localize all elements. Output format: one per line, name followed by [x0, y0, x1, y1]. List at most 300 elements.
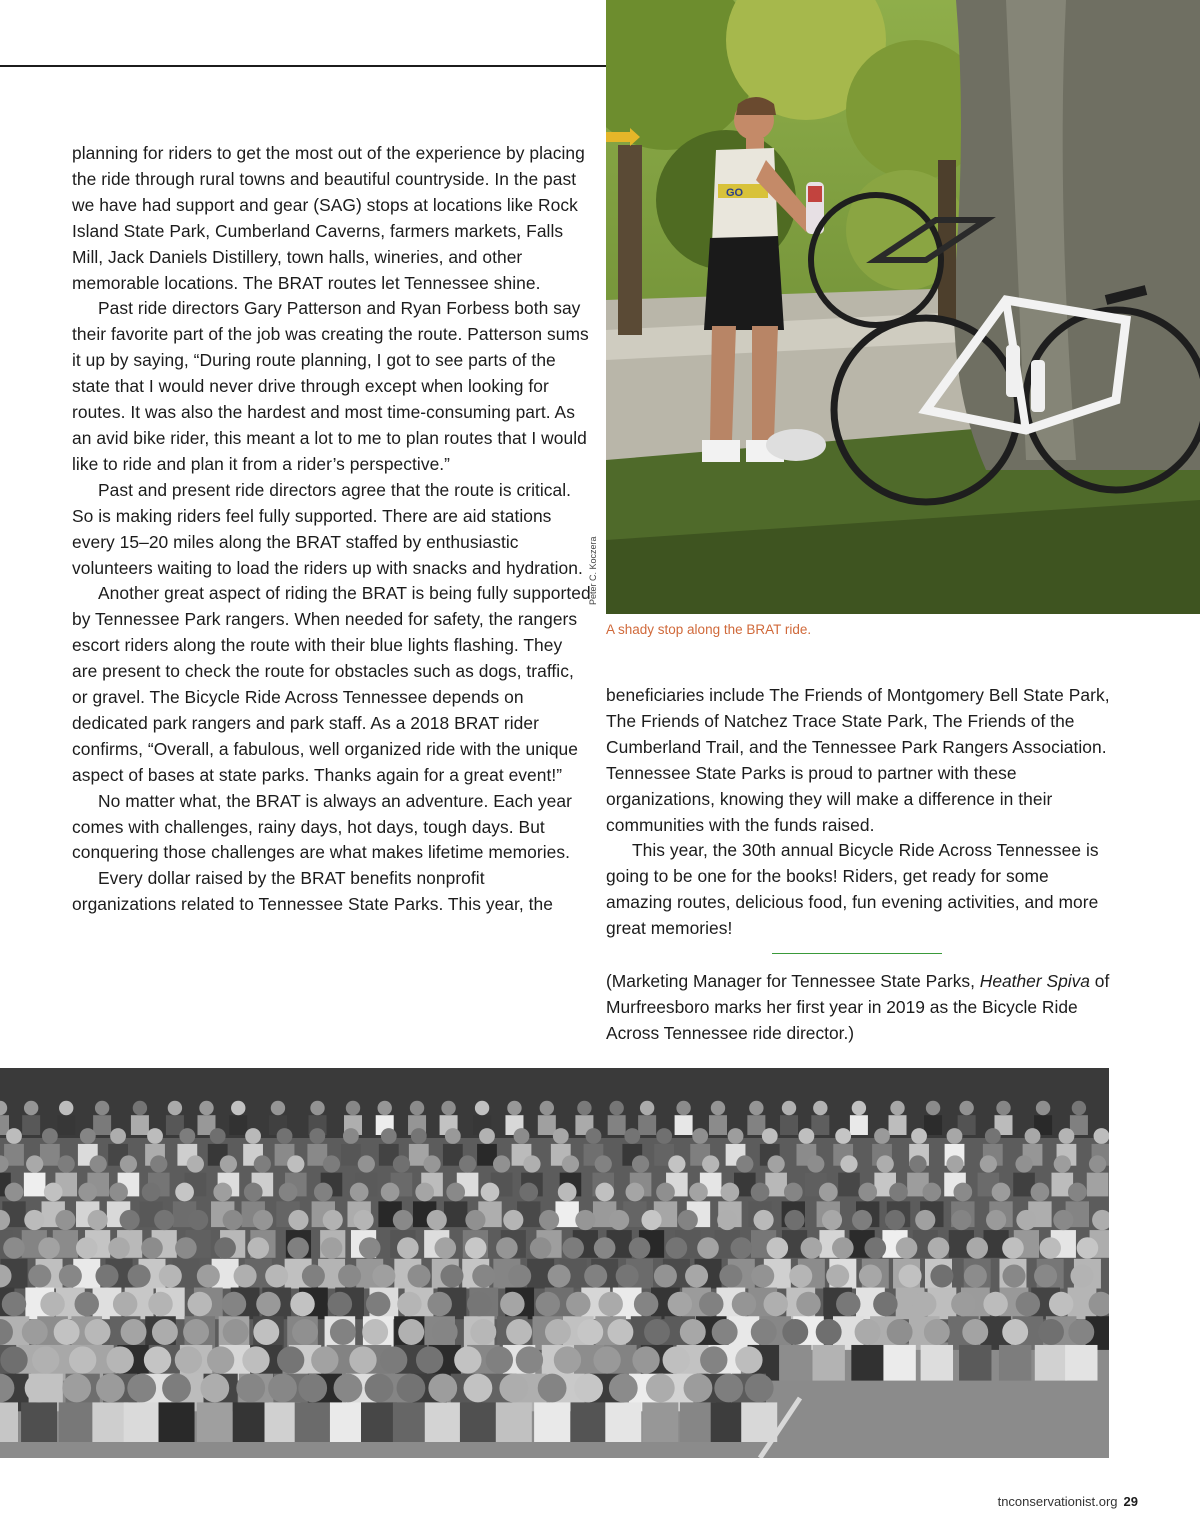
crowd-person-head [253, 1319, 279, 1345]
crowd-person-head [826, 1264, 849, 1287]
crowd-person-head [575, 1210, 595, 1230]
crowd-person-body [999, 1345, 1031, 1381]
crowd-person-head [154, 1210, 174, 1230]
crowd-person-head [751, 1264, 774, 1287]
crowd-person-head [594, 1237, 616, 1259]
crowd-person-head [789, 1264, 812, 1287]
crowd-person-body [93, 1115, 111, 1135]
crowd-person-head [607, 1319, 633, 1345]
crowd-person-head [188, 1292, 212, 1316]
crowd-person-head [519, 1183, 538, 1202]
crowd-person-head [702, 1155, 719, 1172]
crowd-person-head [1054, 1155, 1071, 1172]
crowd-person-head [398, 1319, 424, 1345]
crowd-person-head [553, 1128, 569, 1144]
crowd-person-body [838, 1173, 860, 1197]
crowd-person-head [926, 1101, 940, 1115]
crowd-person-head [6, 1128, 22, 1144]
crowd-person-head [459, 1155, 476, 1172]
crowd-person-head [912, 1292, 936, 1316]
crowd-person-body [1087, 1173, 1109, 1197]
crowd-person-head [69, 1346, 96, 1373]
crowd-person-body [851, 1345, 883, 1381]
crowd-person-body [605, 1402, 641, 1442]
crowd-person-head [684, 1374, 713, 1403]
crowd-person-body [883, 1345, 915, 1381]
page-number: 29 [1123, 1494, 1138, 1509]
crowd-person-body [24, 1173, 46, 1197]
crowd-person-head [120, 1210, 140, 1230]
crowd-person-head [95, 1101, 109, 1115]
crowd-person-head [80, 1128, 96, 1144]
paragraph: This year, the 30th annual Bicycle Ride Across Tennessee is going to be one for the books! Riders, get ready for some amazing routes, delicious food, fun evening activities, and more great memories! [606, 840, 1099, 939]
crowd-person-head [859, 1264, 882, 1287]
crowd-person-head [1049, 1292, 1073, 1316]
crowd-person-head [595, 1155, 612, 1172]
crowd-person-head [798, 1128, 814, 1144]
crowd-person-head [434, 1237, 456, 1259]
crowd-person-head [372, 1264, 395, 1287]
crowd-person-head [142, 1183, 161, 1202]
crowd-person-head [2, 1292, 26, 1316]
crowd-person-head [397, 1237, 419, 1259]
crowd-person-head [279, 1183, 298, 1202]
crowd-person-head [953, 1183, 972, 1202]
crowd-person-head [75, 1292, 99, 1316]
crowd-person-head [692, 1128, 708, 1144]
crowd-person-head [454, 1346, 481, 1373]
crowd-person-head [558, 1183, 577, 1202]
crowd-person-head [680, 1319, 706, 1345]
crowd-person-head [88, 1210, 108, 1230]
crowd-person-head [42, 1128, 58, 1144]
crowd-person-head [730, 1237, 752, 1259]
crowd-person-head [152, 1319, 178, 1345]
crowd-person-head [836, 1292, 860, 1316]
crowd-person-head [624, 1128, 640, 1144]
crowd-person-head [609, 1101, 623, 1115]
crowd-person-body [1035, 1345, 1067, 1381]
crowd-person-head [877, 1155, 894, 1172]
crowd-person-body [741, 1402, 777, 1442]
crowd-person-body [571, 1402, 607, 1442]
crowd-person-head [108, 1237, 130, 1259]
crowd-person-head [214, 1237, 236, 1259]
crowd-person-head [298, 1374, 327, 1403]
crowd-person-head [711, 1101, 725, 1115]
crowd-person-head [465, 1210, 485, 1230]
crowd-person-head [121, 1319, 147, 1345]
paragraph: Past and present ride directors agree that the route is critical. So is making riders feel fully supported. There are aid stations every 15–20 miles along the BRAT staffed by enthusiastic volunteers waiting to load the riders up with snacks and hydration. [72, 479, 583, 578]
crowd-person-head [947, 1128, 963, 1144]
crowd-person-head [1015, 1155, 1032, 1172]
crowd-person-head [626, 1183, 645, 1202]
crowd-person-head [899, 1264, 922, 1287]
crowd-person-head [287, 1237, 309, 1259]
crowd-person-head [254, 1155, 271, 1172]
crowd-person-head [141, 1237, 163, 1259]
crowd-person-head [159, 1264, 182, 1287]
crowd-person-head [885, 1210, 905, 1230]
footer-site: tnconservationist.org [997, 1494, 1118, 1509]
crowd-person-head [38, 1237, 60, 1259]
crowd-person-body [538, 1115, 556, 1135]
crowd-person-head [784, 1183, 803, 1202]
crowd-person-head [148, 1292, 172, 1316]
crowd-person-head [980, 1155, 997, 1172]
crowd-person-body [534, 1402, 570, 1442]
crowd-person-head [1031, 1183, 1050, 1202]
crowd-person-body [747, 1115, 765, 1135]
crowd-person-head [109, 1183, 128, 1202]
crowd-person-body [780, 1115, 798, 1135]
crowd-person-head [644, 1319, 670, 1345]
crowd-person-head [962, 1319, 988, 1345]
crowd-person-head [751, 1183, 770, 1202]
crowd-person-head [782, 1101, 796, 1115]
crowd-person-head [924, 1319, 950, 1345]
crowd-person-head [852, 1101, 866, 1115]
crowd-person-head [865, 1237, 887, 1259]
crowd-person-head [423, 1155, 440, 1172]
crowd-person-head [350, 1183, 369, 1202]
crowd-person-body [608, 1115, 626, 1135]
crowd-person-head [428, 1374, 457, 1403]
shirt-text: GO [726, 187, 744, 199]
crowd-person-head [951, 1292, 975, 1316]
crowd-person-head [514, 1128, 530, 1144]
crowd-person-head [343, 1128, 359, 1144]
crowd-person-head [330, 1319, 356, 1345]
crowd-person-head [852, 1210, 872, 1230]
crowd-person-head [44, 1183, 63, 1202]
crowd-person-body [555, 1201, 578, 1227]
page-footer [998, 1494, 1138, 1509]
crowd-person-head [946, 1155, 963, 1172]
crowd-person-head [499, 1374, 528, 1403]
crowd-person-head [147, 1128, 163, 1144]
crowd-person-head [732, 1292, 756, 1316]
crowd-person-head [113, 1292, 137, 1316]
crowd-person-head [427, 1292, 451, 1316]
crowd-person-head [1038, 1319, 1064, 1345]
crowd-person-head [676, 1101, 690, 1115]
crowd-person-head [411, 1128, 427, 1144]
article-right-column [606, 683, 1116, 942]
crowd-person-body [850, 1115, 868, 1135]
crowd-person-head [311, 1346, 338, 1373]
crowd-person-body [229, 1115, 247, 1135]
crowd-person-head [767, 1237, 789, 1259]
crowd-person-head [890, 1101, 904, 1115]
crowd-person-head [365, 1374, 394, 1403]
crowd-person-head [1039, 1237, 1061, 1259]
crowd-person-head [656, 1128, 672, 1144]
crowd-person-head [909, 1155, 926, 1172]
crowd-person-head [545, 1319, 571, 1345]
crowd-person-head [446, 1183, 465, 1202]
crowd-person-head [314, 1183, 333, 1202]
crowd-person-head [506, 1319, 532, 1345]
crowd-person-head [445, 1128, 461, 1144]
crowd-person-head [911, 1128, 927, 1144]
crowd-person-body [924, 1115, 942, 1135]
crowd-person-body [57, 1115, 75, 1135]
crowd-person-head [24, 1210, 44, 1230]
crowd-person-head [432, 1319, 458, 1345]
crowd-person-head [168, 1101, 182, 1115]
crowd-person-head [985, 1128, 1001, 1144]
crowd-person-head [562, 1155, 579, 1172]
crowd-person-head [719, 1264, 742, 1287]
crowd-person-head [536, 1292, 560, 1316]
crowd-person-head [717, 1210, 737, 1230]
crowd-person-head [440, 1264, 463, 1287]
crowd-person-head [110, 1128, 126, 1144]
crowd-person-head [334, 1374, 363, 1403]
crowd-person-head [25, 1374, 54, 1403]
crowd-person-head [290, 1292, 314, 1316]
crowd-person-head [816, 1319, 842, 1345]
crowd-person-head [397, 1292, 421, 1316]
crowd-person-head [964, 1264, 987, 1287]
crowd-person-head [464, 1374, 493, 1403]
crowd-person-head [840, 1155, 857, 1172]
crowd-person-head [22, 1319, 48, 1345]
crowd-person-head [1002, 1237, 1024, 1259]
crowd-person-head [764, 1292, 788, 1316]
crowd-person-head [539, 1210, 559, 1230]
crowd-person-head [234, 1264, 257, 1287]
crowd-person-body [1065, 1345, 1097, 1381]
crowd-person-head [207, 1346, 234, 1373]
crowd-person-body [233, 1402, 269, 1442]
crowd-person-body [59, 1402, 95, 1442]
crowd-person-body [361, 1402, 397, 1442]
crowd-person-body [330, 1402, 366, 1442]
crowd-person-head [678, 1210, 698, 1230]
crowd-person-head [366, 1292, 390, 1316]
crowd-person-head [634, 1292, 658, 1316]
crowd-person-body [341, 1144, 361, 1166]
crowd-person-head [855, 1319, 881, 1345]
crowd-person-head [685, 1264, 708, 1287]
crowd-person-head [323, 1155, 340, 1172]
crowd-person-head [5, 1183, 24, 1202]
author-name: Heather Spiva [979, 971, 1090, 991]
crowd-person-head [801, 1237, 823, 1259]
paragraph: planning for riders to get the most out of the experience by placing the ride through rural towns and beautiful countryside. In the past we have had support and gear (SAG) stops at locations like Rock Island State Park, Cumberland Caverns, farmers markets, Falls Mill, Jack Daniels Distillery, town halls, wineries, and other memorable locations. The BRAT routes let Tennessee shine. [72, 143, 585, 293]
crowd-person-head [416, 1346, 443, 1373]
crowd-person-body [444, 1201, 467, 1227]
crowd-person-head [338, 1264, 361, 1287]
crowd-person-head [1094, 1128, 1109, 1144]
crowd-person-head [76, 1237, 98, 1259]
crowd-person-body [197, 1402, 233, 1442]
crowd-person-head [992, 1183, 1011, 1202]
crowd-person-head [1002, 1264, 1025, 1287]
crowd-person-head [966, 1237, 988, 1259]
crowd-person-head [595, 1183, 614, 1202]
crowd-person-body [124, 1402, 160, 1442]
crowd-person-head [874, 1128, 890, 1144]
crowd-person-body [131, 1115, 149, 1135]
crowd-person-head [277, 1346, 304, 1373]
crowd-person-head [832, 1237, 854, 1259]
author-bio [606, 969, 1116, 1047]
crowd-person-head [188, 1210, 208, 1230]
crowd-person-head [983, 1292, 1007, 1316]
paragraph: No matter what, the BRAT is always an adventure. Each year comes with challenges, rainy days, hot days, tough days. But conquering those challenges are what makes lifetime memories. [72, 790, 572, 863]
crowd-person-head [54, 1319, 80, 1345]
crowd-person-head [584, 1264, 607, 1287]
photo-caption: A shady stop along the BRAT ride. [606, 622, 812, 637]
crowd-person-head [199, 1101, 213, 1115]
crowd-person-head [1036, 1101, 1050, 1115]
crowd-person-head [507, 1101, 521, 1115]
crowd-person-head [819, 1183, 838, 1202]
crowd-person-head [162, 1374, 191, 1403]
crowd-person-head [767, 1155, 784, 1172]
crowd-person-head [393, 1155, 410, 1172]
crowd-person-head [996, 1101, 1010, 1115]
crowd-person-head [668, 1155, 685, 1172]
crowd-person-head [408, 1264, 431, 1287]
bio-text: (Marketing Manager for Tennessee State Parks, [606, 971, 980, 991]
crowd-person-head [540, 1101, 554, 1115]
crowd-person-head [380, 1346, 407, 1373]
crowd-person-head [415, 1183, 434, 1202]
crowd-person-head [609, 1374, 638, 1403]
crowd-person-head [481, 1183, 500, 1202]
crowd-person-head [175, 1237, 197, 1259]
crowd-person-head [26, 1155, 43, 1172]
crowd-person-head [32, 1346, 59, 1373]
crowd-person-head [58, 1155, 75, 1172]
crowd-person-head [728, 1128, 744, 1144]
crowd-person-head [640, 1101, 654, 1115]
crowd-person-head [586, 1128, 602, 1144]
paragraph: Another great aspect of riding the BRAT is being fully supported by Tennessee Park rangers. When needed for safety, the rangers escort riders along the route with their blue lights flashing. They are present to check the route for obstacles such as dogs, traffic, or gravel. The Bicycle Ride Across Tennessee depends on dedicated park rangers and park staff. As a 2018 BRAT rider confirms, “Overall, a fabulous, well organized ride with the unique aspect of bases at state parks. Thanks again for a great event!” [72, 583, 591, 785]
crowd-person-head [467, 1292, 491, 1316]
crowd-person-body [21, 1402, 57, 1442]
crowd-person-head [349, 1346, 376, 1373]
cyclist-photo-illustration [606, 0, 1200, 614]
crowd-person-head [835, 1128, 851, 1144]
cyclist-photo [606, 0, 1200, 614]
crowd-person-head [822, 1210, 842, 1230]
crowd-person-head [735, 1346, 762, 1373]
top-rule [0, 65, 606, 67]
crowd-person-head [133, 1101, 147, 1115]
crowd-person-head [393, 1210, 413, 1230]
crowd-person-head [496, 1237, 518, 1259]
crowd-person-head [1034, 1264, 1057, 1287]
crowd-person-body [889, 1115, 907, 1135]
crowd-person-head [28, 1264, 51, 1287]
section-divider [772, 953, 942, 954]
crowd-person-head [714, 1374, 743, 1403]
crowd-person-head [236, 1374, 265, 1403]
crowd-person-head [807, 1155, 824, 1172]
crowd-person-head [353, 1210, 373, 1230]
crowd-person-head [896, 1237, 918, 1259]
crowd-person-head [782, 1319, 808, 1345]
crowd-person-head [0, 1346, 27, 1373]
crowd-person-head [656, 1183, 675, 1202]
crowd-person-head [242, 1346, 269, 1373]
crowd-person-head [530, 1237, 552, 1259]
photo-credit: Peter C. Koczera [588, 536, 598, 605]
crowd-person-head [210, 1128, 226, 1144]
crowd-person-head [200, 1374, 229, 1403]
crowd-person-head [321, 1237, 343, 1259]
crowd-person-head [90, 1155, 107, 1172]
crowd-person-head [96, 1374, 125, 1403]
crowd-person-head [986, 1210, 1006, 1230]
crowd-person-head [654, 1264, 677, 1287]
crowd-person-body [393, 1402, 429, 1442]
crowd-person-head [736, 1155, 753, 1172]
crowd-person-head [222, 1292, 246, 1316]
crowd-person-head [629, 1237, 651, 1259]
crowd-person-head [745, 1374, 774, 1403]
crowd-person-head [245, 1128, 261, 1144]
crowd-person-head [697, 1237, 719, 1259]
crowd-person-body [675, 1115, 693, 1135]
crowd-person-body [680, 1402, 716, 1442]
article-left-column [72, 141, 592, 918]
crowd-person-head [106, 1346, 133, 1373]
crowd-person-head [175, 1183, 194, 1202]
crowd-person-head [1025, 1128, 1041, 1144]
crowd-person-head [256, 1292, 280, 1316]
crowd-person-head [562, 1237, 584, 1259]
crowd-person-head [144, 1346, 171, 1373]
crowd-person-head [666, 1237, 688, 1259]
crowd-person-head [749, 1101, 763, 1115]
group-photo [0, 1068, 1109, 1458]
crowd-person-head [598, 1292, 622, 1316]
crowd-person-head [668, 1292, 692, 1316]
crowd-person-body [496, 1402, 532, 1442]
crowd-person-head [231, 1101, 245, 1115]
crowd-person-head [265, 1264, 288, 1287]
crowd-person-head [410, 1101, 424, 1115]
crowd-person-head [538, 1374, 567, 1403]
crowd-person-head [40, 1292, 64, 1316]
crowd-person-body [92, 1402, 128, 1442]
crowd-person-head [150, 1155, 167, 1172]
crowd-person-head [1072, 1101, 1086, 1115]
crowd-person-body [921, 1345, 953, 1381]
crowd-person-head [646, 1374, 675, 1403]
crowd-person-head [751, 1319, 777, 1345]
crowd-person-head [441, 1101, 455, 1115]
crowd-person-head [120, 1155, 137, 1172]
crowd-person-head [689, 1183, 708, 1202]
crowd-person-head [359, 1237, 381, 1259]
crowd-person-head [358, 1155, 375, 1172]
crowd-person-head [915, 1210, 935, 1230]
crowd-person-head [55, 1210, 75, 1230]
crowd-person-head [951, 1210, 971, 1230]
crowd-person-head [128, 1264, 151, 1287]
crowd-person-head [577, 1319, 603, 1345]
crowd-person-head [1068, 1319, 1094, 1345]
crowd-person-head [346, 1101, 360, 1115]
crowd-person-head [277, 1128, 293, 1144]
